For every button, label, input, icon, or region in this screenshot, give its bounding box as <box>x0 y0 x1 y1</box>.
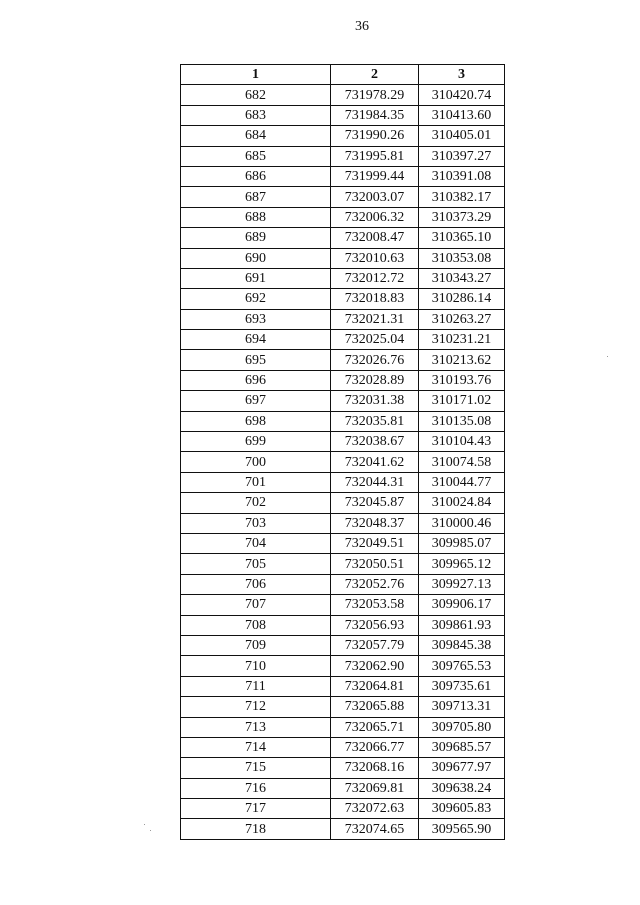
table-row <box>181 350 505 370</box>
table-cell-y: 309845.38 <box>419 635 505 655</box>
table-cell-number: 711 <box>181 676 331 696</box>
column-header-1: 1 <box>181 65 331 85</box>
column-header-3: 3 <box>419 65 505 85</box>
table-row <box>181 166 505 186</box>
table-row <box>181 105 505 125</box>
table-cell-number: 693 <box>181 309 331 329</box>
table-cell-number: 701 <box>181 472 331 492</box>
table-cell-number: 702 <box>181 493 331 513</box>
table-cell-number: 697 <box>181 391 331 411</box>
table-cell-number: 684 <box>181 126 331 146</box>
table-cell-y: 310420.74 <box>419 85 505 105</box>
table-cell-x: 732056.93 <box>331 615 419 635</box>
table-row <box>181 656 505 676</box>
table-cell-y: 310104.43 <box>419 432 505 452</box>
table-row <box>181 737 505 757</box>
table-cell-number: 706 <box>181 574 331 594</box>
table-body <box>181 85 505 839</box>
table-row <box>181 146 505 166</box>
table-row <box>181 615 505 635</box>
table-cell-number: 682 <box>181 85 331 105</box>
table-cell-number: 713 <box>181 717 331 737</box>
table-cell-y: 310353.08 <box>419 248 505 268</box>
table-cell-number: 710 <box>181 656 331 676</box>
table-cell-number: 689 <box>181 228 331 248</box>
table-cell-number: 686 <box>181 166 331 186</box>
table-cell-number: 692 <box>181 289 331 309</box>
table-cell-number: 707 <box>181 595 331 615</box>
table-cell-y: 310193.76 <box>419 370 505 390</box>
table-cell-x: 732041.62 <box>331 452 419 472</box>
table-cell-x: 732026.76 <box>331 350 419 370</box>
table-row <box>181 126 505 146</box>
table-cell-x: 732021.31 <box>331 309 419 329</box>
table-cell-number: 714 <box>181 737 331 757</box>
table-row <box>181 207 505 227</box>
coordinates-table <box>180 64 505 840</box>
table-cell-x: 732065.88 <box>331 697 419 717</box>
table-cell-x: 732049.51 <box>331 533 419 553</box>
table-cell-y: 309985.07 <box>419 533 505 553</box>
table-cell-y: 310343.27 <box>419 268 505 288</box>
table-row <box>181 472 505 492</box>
table-cell-y: 309906.17 <box>419 595 505 615</box>
table-cell-number: 715 <box>181 758 331 778</box>
table-cell-x: 732045.87 <box>331 493 419 513</box>
table-cell-y: 310382.17 <box>419 187 505 207</box>
table-cell-y: 310024.84 <box>419 493 505 513</box>
table-cell-y: 310391.08 <box>419 166 505 186</box>
table-cell-y: 310213.62 <box>419 350 505 370</box>
table-cell-number: 700 <box>181 452 331 472</box>
table-cell-x: 732006.32 <box>331 207 419 227</box>
table-row <box>181 248 505 268</box>
table-cell-number: 718 <box>181 819 331 839</box>
table-cell-y: 310373.29 <box>419 207 505 227</box>
table-cell-number: 709 <box>181 635 331 655</box>
table-cell-x: 732038.67 <box>331 432 419 452</box>
table-cell-x: 732053.58 <box>331 595 419 615</box>
table-row <box>181 635 505 655</box>
table-cell-x: 731999.44 <box>331 166 419 186</box>
table-row <box>181 554 505 574</box>
table-cell-x: 732050.51 <box>331 554 419 574</box>
table-cell-y: 309927.13 <box>419 574 505 594</box>
table-cell-y: 310397.27 <box>419 146 505 166</box>
table-cell-x: 732003.07 <box>331 187 419 207</box>
table-row <box>181 697 505 717</box>
table-row <box>181 819 505 839</box>
table-cell-y: 310135.08 <box>419 411 505 431</box>
table-cell-y: 309565.90 <box>419 819 505 839</box>
table-cell-x: 732069.81 <box>331 778 419 798</box>
table-cell-y: 309765.53 <box>419 656 505 676</box>
table-cell-x: 732012.72 <box>331 268 419 288</box>
table-row <box>181 758 505 778</box>
table-cell-x: 732010.63 <box>331 248 419 268</box>
table-cell-number: 703 <box>181 513 331 533</box>
scan-speck <box>150 830 151 831</box>
table-row <box>181 228 505 248</box>
table-cell-number: 698 <box>181 411 331 431</box>
table-cell-x: 732062.90 <box>331 656 419 676</box>
table-cell-y: 310286.14 <box>419 289 505 309</box>
table-cell-y: 310171.02 <box>419 391 505 411</box>
table-cell-x: 732025.04 <box>331 330 419 350</box>
table-cell-x: 731990.26 <box>331 126 419 146</box>
table-cell-y: 309735.61 <box>419 676 505 696</box>
table-cell-x: 732066.77 <box>331 737 419 757</box>
table-cell-number: 685 <box>181 146 331 166</box>
table-cell-x: 732035.81 <box>331 411 419 431</box>
table-row <box>181 432 505 452</box>
scan-speck <box>144 824 145 825</box>
table-row <box>181 330 505 350</box>
table-row <box>181 799 505 819</box>
table-cell-y: 309861.93 <box>419 615 505 635</box>
table-cell-y: 309965.12 <box>419 554 505 574</box>
table-cell-x: 731995.81 <box>331 146 419 166</box>
table-cell-number: 683 <box>181 105 331 125</box>
table-row <box>181 370 505 390</box>
table-cell-x: 732065.71 <box>331 717 419 737</box>
table-cell-number: 712 <box>181 697 331 717</box>
table-row <box>181 85 505 105</box>
table-cell-x: 732018.83 <box>331 289 419 309</box>
table-row <box>181 717 505 737</box>
table-row <box>181 493 505 513</box>
table-cell-y: 309713.31 <box>419 697 505 717</box>
table-cell-x: 732074.65 <box>331 819 419 839</box>
table-cell-y: 309605.83 <box>419 799 505 819</box>
table-cell-y: 309638.24 <box>419 778 505 798</box>
table-cell-x: 732064.81 <box>331 676 419 696</box>
table-cell-number: 687 <box>181 187 331 207</box>
table-cell-x: 732068.16 <box>331 758 419 778</box>
table-row <box>181 513 505 533</box>
table-cell-y: 309705.80 <box>419 717 505 737</box>
table-cell-y: 309685.57 <box>419 737 505 757</box>
table-cell-x: 732031.38 <box>331 391 419 411</box>
table-row <box>181 452 505 472</box>
table-cell-x: 732048.37 <box>331 513 419 533</box>
table-row <box>181 289 505 309</box>
table-row <box>181 268 505 288</box>
table-cell-number: 704 <box>181 533 331 553</box>
table-cell-y: 310074.58 <box>419 452 505 472</box>
table-cell-x: 732044.31 <box>331 472 419 492</box>
table-row <box>181 533 505 553</box>
table-cell-number: 695 <box>181 350 331 370</box>
table-cell-x: 732057.79 <box>331 635 419 655</box>
header-row <box>181 65 505 85</box>
table-cell-x: 732028.89 <box>331 370 419 390</box>
table-cell-number: 717 <box>181 799 331 819</box>
table-cell-x: 732072.63 <box>331 799 419 819</box>
table-cell-number: 696 <box>181 370 331 390</box>
table-row <box>181 309 505 329</box>
table-row <box>181 411 505 431</box>
table-row <box>181 676 505 696</box>
table-cell-x: 732008.47 <box>331 228 419 248</box>
table-cell-y: 310365.10 <box>419 228 505 248</box>
table-cell-number: 705 <box>181 554 331 574</box>
table-cell-y: 310000.46 <box>419 513 505 533</box>
table-cell-number: 699 <box>181 432 331 452</box>
table-cell-x: 732052.76 <box>331 574 419 594</box>
table-cell-y: 310263.27 <box>419 309 505 329</box>
table-cell-x: 731978.29 <box>331 85 419 105</box>
table-cell-y: 309677.97 <box>419 758 505 778</box>
table-cell-number: 691 <box>181 268 331 288</box>
column-header-2: 2 <box>331 65 419 85</box>
table-cell-y: 310405.01 <box>419 126 505 146</box>
table-header <box>181 65 505 85</box>
table-cell-number: 716 <box>181 778 331 798</box>
table-row <box>181 574 505 594</box>
table-cell-number: 690 <box>181 248 331 268</box>
table-row <box>181 595 505 615</box>
table-row <box>181 391 505 411</box>
table-cell-y: 310413.60 <box>419 105 505 125</box>
page-number: 36 <box>355 19 369 34</box>
table-row <box>181 778 505 798</box>
table-cell-number: 708 <box>181 615 331 635</box>
table-cell-x: 731984.35 <box>331 105 419 125</box>
table-cell-number: 688 <box>181 207 331 227</box>
table-row <box>181 187 505 207</box>
table-cell-number: 694 <box>181 330 331 350</box>
table-cell-y: 310231.21 <box>419 330 505 350</box>
table-cell-y: 310044.77 <box>419 472 505 492</box>
scan-speck <box>607 356 608 357</box>
